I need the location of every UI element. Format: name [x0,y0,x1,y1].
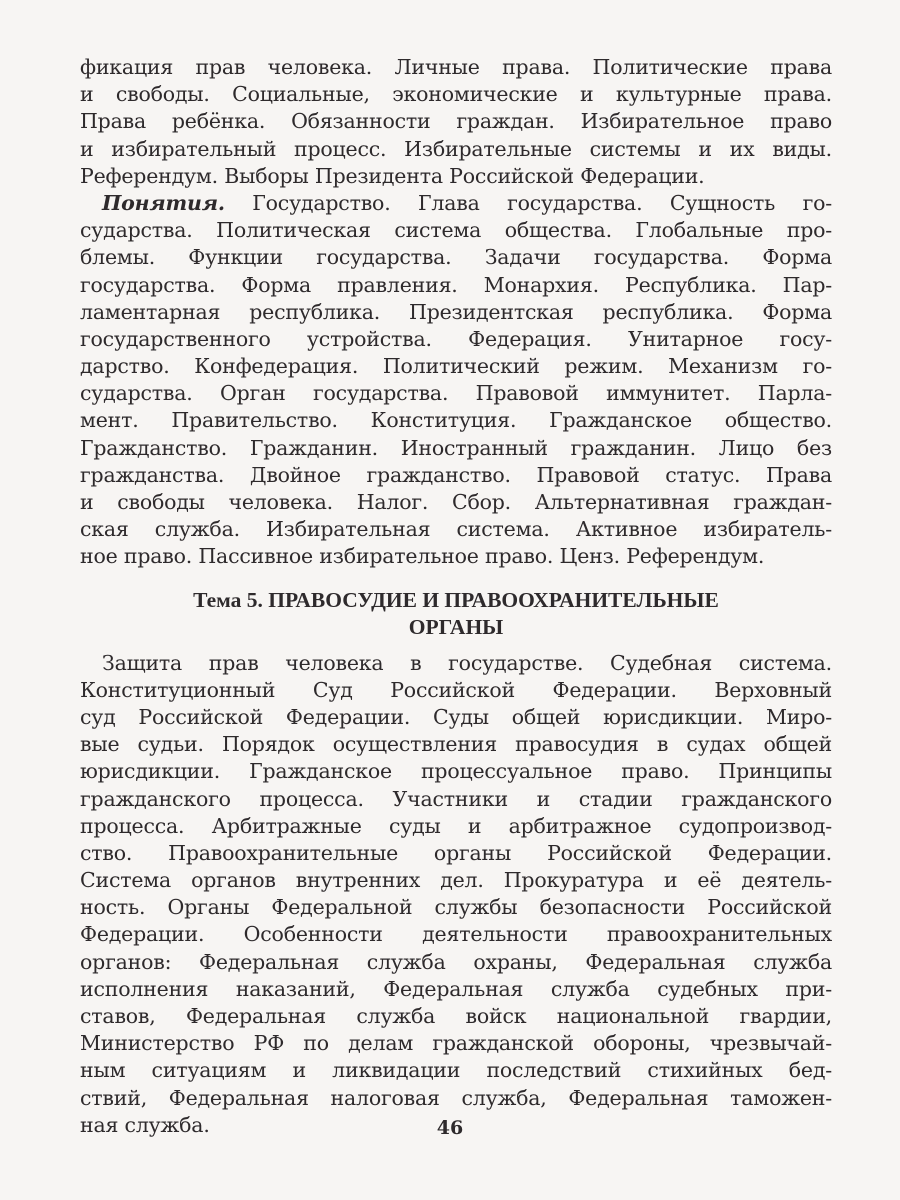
text-line: блемы. Функции государства. Задачи государства. Форма [80,245,832,270]
text-line: ная служба. [80,1112,210,1137]
text-span: Государство. Глава государства. Сущность го- [224,190,832,215]
text-line: ство. Правоохранительные органы Российской Федерации. [80,840,832,865]
concepts-label: Понятия. [102,190,225,215]
text-line: ставов, Федеральная служба войск национальной гвардии, [80,1004,832,1028]
text-line: исполнения наказаний, Федеральная служба судебных при- [80,976,832,1001]
text-line: ламентарная республика. Президентская республика. Форма [80,299,832,324]
page-number: 46 [436,1117,464,1139]
text-line: органов: Федеральная служба охраны, Федеральная служба [80,949,832,974]
text-line: сударства. Политическая система общества. Глобальные про- [80,218,832,243]
text-line: и избирательный процесс. Избирательные системы и их виды. [80,136,832,161]
text-line: гражданского процесса. Участники и стадии гражданского [80,786,832,811]
text-line: и свободы. Социальные, экономические и культурные права. [80,82,832,107]
heading-line: ОРГАНЫ [408,614,504,639]
paragraph-rights [80,54,832,190]
text-line [80,190,832,217]
section-heading [80,587,832,641]
text-line: сударства. Орган государства. Правовой иммунитет. Парла- [80,381,832,406]
text-line: государственного устройства. Федерация. Унитарное госу- [80,326,832,351]
text-line: Гражданство. Гражданин. Иностранный гражданин. Лицо без [80,435,832,460]
text-line: гражданства. Двойное гражданство. Правовой статус. Права [80,462,832,487]
paragraph-concepts [80,190,832,571]
text-line: государства. Форма правления. Монархия. Республика. Пар- [80,272,832,297]
text-line: юрисдикции. Гражданское процессуальное право. Принципы [80,759,832,784]
text-line: ным ситуациям и ликвидации последствий стихийных бед- [80,1058,832,1083]
text-line: Система органов внутренних дел. Прокуратура и её деятель- [80,868,832,893]
text-line: вые судьи. Порядок осуществления правосудия в судах общей [80,732,832,757]
text-line: ская служба. Избирательная система. Активное избиратель- [80,517,832,542]
text-line: Референдум. Выборы Президента Российской Федерации. [80,163,705,188]
paragraph-justice [80,650,832,1139]
text-line: ное право. Пассивное избирательное право. Ценз. Референдум. [80,544,765,569]
text-line: Федерации. Особенности деятельности правоохранительных [80,922,832,947]
heading-line: Тема 5. ПРАВОСУДИЕ И ПРАВООХРАНИТЕЛЬНЫЕ [193,587,719,612]
text-line: дарство. Конфедерация. Политический режим. Механизм го- [80,354,832,379]
text-line: фикация прав человека. Личные права. Политические права [80,55,832,79]
text-line: ность. Органы Федеральной службы безопасности Российской [80,895,832,920]
text-line: Конституционный Суд Российской Федерации. Верховный [80,677,832,702]
text-line: Права ребёнка. Обязанности граждан. Избирательное право [80,109,832,134]
text-line: Защита прав человека в государстве. Судебная система. [102,650,832,675]
text-line: и свободы человека. Налог. Сбор. Альтернативная граждан- [80,490,832,514]
text-line: суд Российской Федерации. Суды общей юрисдикции. Миро- [80,704,832,729]
text-line: процесса. Арбитражные суды и арбитражное судопроизвод- [80,813,832,838]
text-line: мент. Правительство. Конституция. Гражданское общество. [80,408,832,433]
page-body [80,54,832,1139]
text-line: Министерство РФ по делам гражданской обороны, чрезвычай- [80,1031,832,1056]
text-line: ствий, Федеральная налоговая служба, Федеральная таможен- [80,1085,832,1110]
